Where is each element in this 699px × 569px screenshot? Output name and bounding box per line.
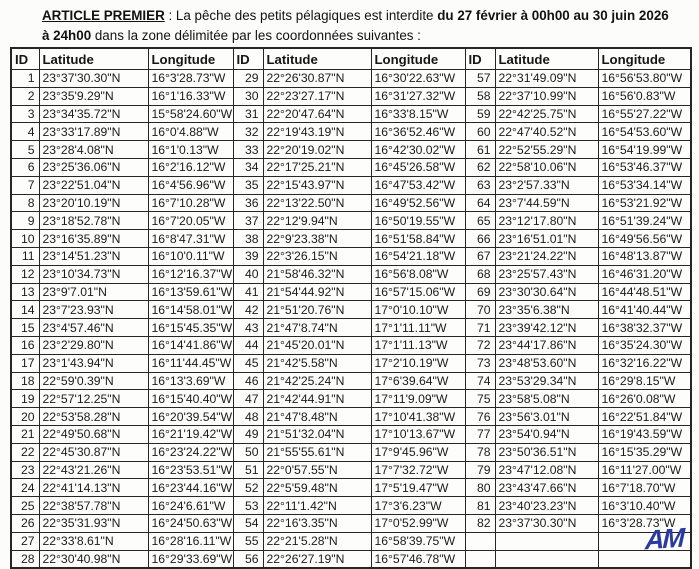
cell-longitude: 16°56'0.83"W — [598, 87, 691, 105]
cell-latitude: 22°49'50.68"N — [39, 425, 148, 443]
cell-id: 11 — [11, 247, 39, 265]
cell-latitude: 22°37'10.99"N — [495, 87, 598, 105]
cell-id: 28 — [11, 550, 39, 568]
cell-longitude: 16°20'39.54"W — [148, 408, 233, 426]
cell-longitude: 16°8'47.31"W — [148, 230, 233, 248]
cell-latitude: 23°2'29.80"N — [39, 336, 148, 354]
cell-id: 41 — [233, 283, 263, 301]
table-row — [11, 336, 691, 354]
cell-id: 57 — [465, 70, 495, 88]
cell-latitude: 23°54'0.94"N — [495, 425, 598, 443]
cell-id: 77 — [465, 425, 495, 443]
cell-longitude: 16°51'39.24"W — [598, 212, 691, 230]
cell-longitude: 16°50'19.55"W — [371, 212, 465, 230]
cell-latitude: 23°1'43.94"N — [39, 354, 148, 372]
cell-latitude: 23°35'9.29"N — [39, 87, 148, 105]
cell-longitude: 17°0'52.99"W — [371, 514, 465, 532]
cell-id: 46 — [233, 372, 263, 390]
cell-id: 76 — [465, 408, 495, 426]
cell-latitude: 23°16'35.89"N — [39, 230, 148, 248]
cell-longitude: 16°48'13.87"W — [598, 247, 691, 265]
cell-id: 15 — [11, 319, 39, 337]
cell-latitude: 23°2'57.33"N — [495, 176, 598, 194]
cell-id: 25 — [11, 497, 39, 515]
intro-segment: : La pêche des petits pélagiques est interdite — [164, 8, 438, 23]
cell-latitude: 22°9'23.38"N — [263, 230, 371, 248]
cell-latitude: 23°47'12.08"N — [495, 461, 598, 479]
cell-longitude: 16°3'10.40"W — [598, 497, 691, 515]
cell-longitude: 16°24'50.63"W — [148, 514, 233, 532]
cell-latitude: 22°38'57.78"N — [39, 497, 148, 515]
col-header-longitude: Longitude — [148, 48, 233, 70]
table-row — [11, 230, 691, 248]
cell-latitude: 23°9'7.01"N — [39, 283, 148, 301]
cell-latitude: 22°42'25.75"N — [495, 105, 598, 123]
cell-longitude: 16°3'28.73"W — [598, 514, 691, 532]
table-row — [11, 283, 691, 301]
intro-segment: dans la zone délimitée par les coordonnées suivantes : — [91, 28, 421, 43]
cell-id: 30 — [233, 87, 263, 105]
cell-longitude: 16°53'34.14"W — [598, 176, 691, 194]
col-header-latitude: Latitude — [39, 48, 148, 70]
cell-id: 40 — [233, 265, 263, 283]
cell-latitude: 21°42'5.58"N — [263, 354, 371, 372]
cell-latitude: 23°21'24.22"N — [495, 247, 598, 265]
cell-id: 44 — [233, 336, 263, 354]
cell-id: 1 — [11, 70, 39, 88]
col-header-longitude: Longitude — [371, 48, 465, 70]
cell-id: 47 — [233, 390, 263, 408]
cell-id: 5 — [11, 141, 39, 159]
cell-id: 9 — [11, 212, 39, 230]
cell-longitude: 16°58'39.75"W — [371, 532, 465, 550]
cell-latitude: 22°47'40.52"N — [495, 123, 598, 141]
cell-id: 75 — [465, 390, 495, 408]
table-header — [11, 48, 691, 70]
table-row — [11, 372, 691, 390]
cell-latitude: 22°26'30.87"N — [263, 70, 371, 88]
cell-latitude: 22°59'0.39"N — [39, 372, 148, 390]
table-row — [11, 532, 691, 550]
cell-id: 48 — [233, 408, 263, 426]
cell-latitude: 22°5'59.48"N — [263, 479, 371, 497]
cell-latitude: 22°16'3.35"N — [263, 514, 371, 532]
cell-id: 56 — [233, 550, 263, 568]
cell-longitude: 16°32'16.22"W — [598, 354, 691, 372]
cell-longitude: 16°22'51.84"W — [598, 408, 691, 426]
cell-latitude: 23°58'5.08"N — [495, 390, 598, 408]
cell-latitude: 23°25'36.06"N — [39, 158, 148, 176]
cell-longitude: 17°1'11.11"W — [371, 319, 465, 337]
cell-latitude: 22°13'22.50"N — [263, 194, 371, 212]
cell-longitude: 16°38'32.37"W — [598, 319, 691, 337]
cell-latitude — [495, 532, 598, 550]
cell-longitude: 16°35'24.30"W — [598, 336, 691, 354]
cell-longitude: 16°44'48.51"W — [598, 283, 691, 301]
table-row — [11, 550, 691, 568]
cell-id: 64 — [465, 194, 495, 212]
cell-latitude: 23°28'4.08"N — [39, 141, 148, 159]
cell-latitude: 21°47'8.48"N — [263, 408, 371, 426]
cell-longitude: 16°55'27.22"W — [598, 105, 691, 123]
handwritten-initials-ink: AM — [644, 522, 684, 556]
table-body — [11, 70, 691, 569]
cell-latitude: 22°41'14.13"N — [39, 479, 148, 497]
cell-longitude: 16°23'24.22"W — [148, 443, 233, 461]
cell-id: 7 — [11, 176, 39, 194]
cell-id: 20 — [11, 408, 39, 426]
cell-id: 49 — [233, 425, 263, 443]
cell-id: 18 — [11, 372, 39, 390]
cell-id: 13 — [11, 283, 39, 301]
table-row — [11, 141, 691, 159]
cell-id: 31 — [233, 105, 263, 123]
cell-latitude: 22°19'43.19"N — [263, 123, 371, 141]
cell-latitude: 23°50'36.51"N — [495, 443, 598, 461]
cell-id: 45 — [233, 354, 263, 372]
cell-id: 55 — [233, 532, 263, 550]
table-row — [11, 87, 691, 105]
cell-id: 68 — [465, 265, 495, 283]
cell-id: 35 — [233, 176, 263, 194]
cell-longitude: 16°29'8.15"W — [598, 372, 691, 390]
cell-latitude: 23°39'42.12"N — [495, 319, 598, 337]
col-header-id: ID — [465, 48, 495, 70]
cell-longitude: 16°54'53.60"W — [598, 123, 691, 141]
cell-latitude: 23°44'17.86"N — [495, 336, 598, 354]
col-header-id: ID — [11, 48, 39, 70]
cell-longitude: 16°15'40.40"W — [148, 390, 233, 408]
cell-latitude: 22°26'27.19"N — [263, 550, 371, 568]
cell-latitude — [495, 550, 598, 568]
cell-latitude: 23°12'17.80"N — [495, 212, 598, 230]
cell-latitude: 21°47'8.74"N — [263, 319, 371, 337]
cell-longitude: 16°14'41.86"W — [148, 336, 233, 354]
cell-longitude: 16°28'16.11"W — [148, 532, 233, 550]
cell-latitude: 23°25'57.43"N — [495, 265, 598, 283]
cell-latitude: 22°20'47.64"N — [263, 105, 371, 123]
table-row — [11, 158, 691, 176]
cell-id: 10 — [11, 230, 39, 248]
cell-latitude: 23°56'3.01"N — [495, 408, 598, 426]
cell-latitude: 21°51'32.04"N — [263, 425, 371, 443]
table-row — [11, 514, 691, 532]
table-row — [11, 443, 691, 461]
cell-longitude: 17°10'41.38"W — [371, 408, 465, 426]
cell-longitude: 16°7'10.28"W — [148, 194, 233, 212]
cell-id: 59 — [465, 105, 495, 123]
cell-id: 61 — [465, 141, 495, 159]
cell-longitude: 17°6'39.64"W — [371, 372, 465, 390]
cell-id: 82 — [465, 514, 495, 532]
cell-longitude: 16°41'40.44"W — [598, 301, 691, 319]
cell-latitude: 21°51'20.76"N — [263, 301, 371, 319]
cell-longitude: 16°49'52.56"W — [371, 194, 465, 212]
cell-id: 3 — [11, 105, 39, 123]
table-row — [11, 70, 691, 88]
cell-id: 14 — [11, 301, 39, 319]
cell-id: 32 — [233, 123, 263, 141]
cell-longitude: 16°29'33.69"W — [148, 550, 233, 568]
cell-longitude: 16°1'16.33"W — [148, 87, 233, 105]
cell-id: 36 — [233, 194, 263, 212]
cell-longitude: 17°9'45.96"W — [371, 443, 465, 461]
cell-id: 12 — [11, 265, 39, 283]
cell-id: 21 — [11, 425, 39, 443]
cell-id: 69 — [465, 283, 495, 301]
cell-longitude: 16°15'45.35"W — [148, 319, 233, 337]
cell-id: 17 — [11, 354, 39, 372]
cell-longitude: 16°4'56.96"W — [148, 176, 233, 194]
cell-longitude: 16°57'15.06"W — [371, 283, 465, 301]
cell-latitude: 21°42'44.91"N — [263, 390, 371, 408]
cell-longitude: 16°3'28.73"W — [148, 70, 233, 88]
cell-id: 51 — [233, 461, 263, 479]
cell-latitude: 22°17'25.21"N — [263, 158, 371, 176]
cell-longitude: 16°51'58.84"W — [371, 230, 465, 248]
cell-id: 24 — [11, 479, 39, 497]
cell-latitude: 23°30'30.64"N — [495, 283, 598, 301]
cell-id: 26 — [11, 514, 39, 532]
cell-longitude: 16°13'59.61"W — [148, 283, 233, 301]
table-row — [11, 301, 691, 319]
cell-id: 43 — [233, 319, 263, 337]
cell-id: 42 — [233, 301, 263, 319]
cell-id: 2 — [11, 87, 39, 105]
cell-id: 29 — [233, 70, 263, 88]
cell-longitude: 16°54'21.18"W — [371, 247, 465, 265]
cell-longitude: 17°11'9.09"W — [371, 390, 465, 408]
cell-id: 66 — [465, 230, 495, 248]
cell-longitude: 16°54'19.99"W — [598, 141, 691, 159]
cell-id: 4 — [11, 123, 39, 141]
cell-latitude: 23°37'30.30"N — [39, 70, 148, 88]
cell-id: 71 — [465, 319, 495, 337]
cell-latitude: 22°33'8.61"N — [39, 532, 148, 550]
cell-id: 19 — [11, 390, 39, 408]
cell-id: 27 — [11, 532, 39, 550]
cell-id: 60 — [465, 123, 495, 141]
cell-longitude: 16°53'46.37"W — [598, 158, 691, 176]
cell-longitude: 16°12'16.37"W — [148, 265, 233, 283]
cell-longitude: 16°19'43.59"W — [598, 425, 691, 443]
table-row — [11, 176, 691, 194]
cell-latitude: 22°57'12.25"N — [39, 390, 148, 408]
intro-segment: ARTICLE PREMIER — [42, 8, 165, 23]
cell-id: 74 — [465, 372, 495, 390]
cell-id: 65 — [465, 212, 495, 230]
cell-id: 37 — [233, 212, 263, 230]
col-header-id: ID — [233, 48, 263, 70]
table-row — [11, 479, 691, 497]
cell-longitude: 16°46'31.20"W — [598, 265, 691, 283]
cell-longitude: 16°7'20.05"W — [148, 212, 233, 230]
cell-latitude: 21°55'55.61"N — [263, 443, 371, 461]
cell-id: 73 — [465, 354, 495, 372]
col-header-latitude: Latitude — [263, 48, 371, 70]
table-row — [11, 319, 691, 337]
cell-latitude: 22°0'57.55"N — [263, 461, 371, 479]
cell-latitude: 21°54'44.92"N — [263, 283, 371, 301]
table-row — [11, 408, 691, 426]
cell-id: 67 — [465, 247, 495, 265]
cell-longitude: 17°3'6.23"W — [371, 497, 465, 515]
cell-latitude: 22°12'9.94"N — [263, 212, 371, 230]
cell-latitude: 23°14'51.23"N — [39, 247, 148, 265]
col-header-latitude: Latitude — [495, 48, 598, 70]
cell-latitude: 21°42'25.24"N — [263, 372, 371, 390]
cell-longitude: 16°10'0.11"W — [148, 247, 233, 265]
table-row — [11, 105, 691, 123]
cell-latitude: 23°33'17.89"N — [39, 123, 148, 141]
table-row — [11, 212, 691, 230]
cell-longitude: 16°30'22.63"W — [371, 70, 465, 88]
cell-latitude: 22°53'58.28"N — [39, 408, 148, 426]
cell-latitude: 22°35'31.93"N — [39, 514, 148, 532]
cell-longitude: 17°0'10.10"W — [371, 301, 465, 319]
cell-longitude: 16°53'21.92"W — [598, 194, 691, 212]
cell-longitude: 16°23'44.16"W — [148, 479, 233, 497]
cell-latitude: 22°3'26.15"N — [263, 247, 371, 265]
cell-latitude: 22°31'49.09"N — [495, 70, 598, 88]
cell-id: 53 — [233, 497, 263, 515]
cell-id: 50 — [233, 443, 263, 461]
cell-id — [465, 550, 495, 568]
cell-id: 16 — [11, 336, 39, 354]
cell-longitude: 16°45'26.58"W — [371, 158, 465, 176]
table-row — [11, 497, 691, 515]
cell-longitude: 17°7'32.72"W — [371, 461, 465, 479]
cell-longitude: 16°36'52.46"W — [371, 123, 465, 141]
cell-latitude: 23°10'34.73"N — [39, 265, 148, 283]
table-row — [11, 354, 691, 372]
cell-id: 6 — [11, 158, 39, 176]
cell-id: 52 — [233, 479, 263, 497]
col-header-longitude: Longitude — [598, 48, 691, 70]
cell-latitude: 22°45'30.87"N — [39, 443, 148, 461]
cell-latitude: 23°7'44.59"N — [495, 194, 598, 212]
cell-latitude: 23°40'23.23"N — [495, 497, 598, 515]
cell-longitude: 16°0'4.88"W — [148, 123, 233, 141]
cell-longitude: 16°23'53.51"W — [148, 461, 233, 479]
cell-latitude: 22°23'27.17"N — [263, 87, 371, 105]
cell-longitude: 16°42'30.02"W — [371, 141, 465, 159]
cell-id: 8 — [11, 194, 39, 212]
cell-id: 80 — [465, 479, 495, 497]
cell-longitude: 16°1'0.13"W — [148, 141, 233, 159]
cell-id: 79 — [465, 461, 495, 479]
cell-longitude: 16°47'53.42"W — [371, 176, 465, 194]
cell-longitude: 16°14'58.01"W — [148, 301, 233, 319]
cell-longitude: 16°33'8.15"W — [371, 105, 465, 123]
cell-latitude: 22°52'55.29"N — [495, 141, 598, 159]
cell-longitude: 16°21'19.42"W — [148, 425, 233, 443]
table-row — [11, 265, 691, 283]
intro-segment: à 24h00 — [42, 28, 92, 43]
cell-longitude: 16°56'53.80"W — [598, 70, 691, 88]
cell-longitude: 17°1'11.13"W — [371, 336, 465, 354]
table-row — [11, 425, 691, 443]
cell-latitude: 21°45'20.01"N — [263, 336, 371, 354]
cell-longitude: 17°5'19.47"W — [371, 479, 465, 497]
cell-longitude: 16°13'3.69"W — [148, 372, 233, 390]
table-row — [11, 461, 691, 479]
cell-latitude: 23°35'6.38"N — [495, 301, 598, 319]
cell-id: 78 — [465, 443, 495, 461]
coordinates-table — [10, 47, 692, 569]
cell-latitude: 23°7'23.93"N — [39, 301, 148, 319]
table-row — [11, 247, 691, 265]
cell-longitude: 16°31'27.32"W — [371, 87, 465, 105]
cell-latitude: 23°37'30.30"N — [495, 514, 598, 532]
cell-latitude: 23°22'51.04"N — [39, 176, 148, 194]
cell-latitude: 22°58'10.06"N — [495, 158, 598, 176]
table-row — [11, 390, 691, 408]
cell-latitude: 23°43'47.66"N — [495, 479, 598, 497]
cell-id: 62 — [465, 158, 495, 176]
cell-longitude: 17°10'13.67"W — [371, 425, 465, 443]
cell-latitude: 23°53'29.34"N — [495, 372, 598, 390]
cell-longitude: 16°7'18.70"W — [598, 479, 691, 497]
cell-id: 70 — [465, 301, 495, 319]
cell-latitude: 23°16'51.01"N — [495, 230, 598, 248]
cell-longitude: 16°11'27.00"W — [598, 461, 691, 479]
cell-id: 23 — [11, 461, 39, 479]
table-row — [11, 194, 691, 212]
cell-id: 38 — [233, 230, 263, 248]
cell-longitude: 16°2'16.12"W — [148, 158, 233, 176]
cell-id: 72 — [465, 336, 495, 354]
intro-segment: du 27 février à 00h00 au 30 juin 2026 — [437, 8, 669, 23]
cell-id: 63 — [465, 176, 495, 194]
article-intro — [42, 6, 690, 46]
cell-id: 34 — [233, 158, 263, 176]
cell-latitude: 23°34'35.72"N — [39, 105, 148, 123]
cell-id: 58 — [465, 87, 495, 105]
cell-id: 39 — [233, 247, 263, 265]
cell-longitude: 16°24'6.61"W — [148, 497, 233, 515]
cell-longitude: 16°57'46.78"W — [371, 550, 465, 568]
cell-id: 81 — [465, 497, 495, 515]
cell-latitude: 22°11'1.42"N — [263, 497, 371, 515]
cell-longitude: 16°15'35.29"W — [598, 443, 691, 461]
cell-latitude: 22°20'19.02"N — [263, 141, 371, 159]
cell-longitude: 16°11'44.45"W — [148, 354, 233, 372]
cell-longitude: 17°2'10.19"W — [371, 354, 465, 372]
cell-latitude: 23°48'53.60"N — [495, 354, 598, 372]
cell-latitude: 23°18'52.78"N — [39, 212, 148, 230]
cell-id: 54 — [233, 514, 263, 532]
cell-id: 33 — [233, 141, 263, 159]
cell-latitude: 21°58'46.32"N — [263, 265, 371, 283]
cell-longitude: 16°49'56.56"W — [598, 230, 691, 248]
cell-id — [465, 532, 495, 550]
cell-latitude: 23°4'57.46"N — [39, 319, 148, 337]
cell-latitude: 22°43'21.26"N — [39, 461, 148, 479]
cell-longitude: 16°56'8.08"W — [371, 265, 465, 283]
cell-latitude: 23°20'10.19"N — [39, 194, 148, 212]
table-row — [11, 123, 691, 141]
cell-latitude: 22°21'5.28"N — [263, 532, 371, 550]
cell-id: 22 — [11, 443, 39, 461]
cell-longitude: 15°58'24.60"W — [148, 105, 233, 123]
cell-longitude: 16°26'0.08"W — [598, 390, 691, 408]
cell-latitude: 22°30'40.98"N — [39, 550, 148, 568]
cell-latitude: 22°15'43.97"N — [263, 176, 371, 194]
